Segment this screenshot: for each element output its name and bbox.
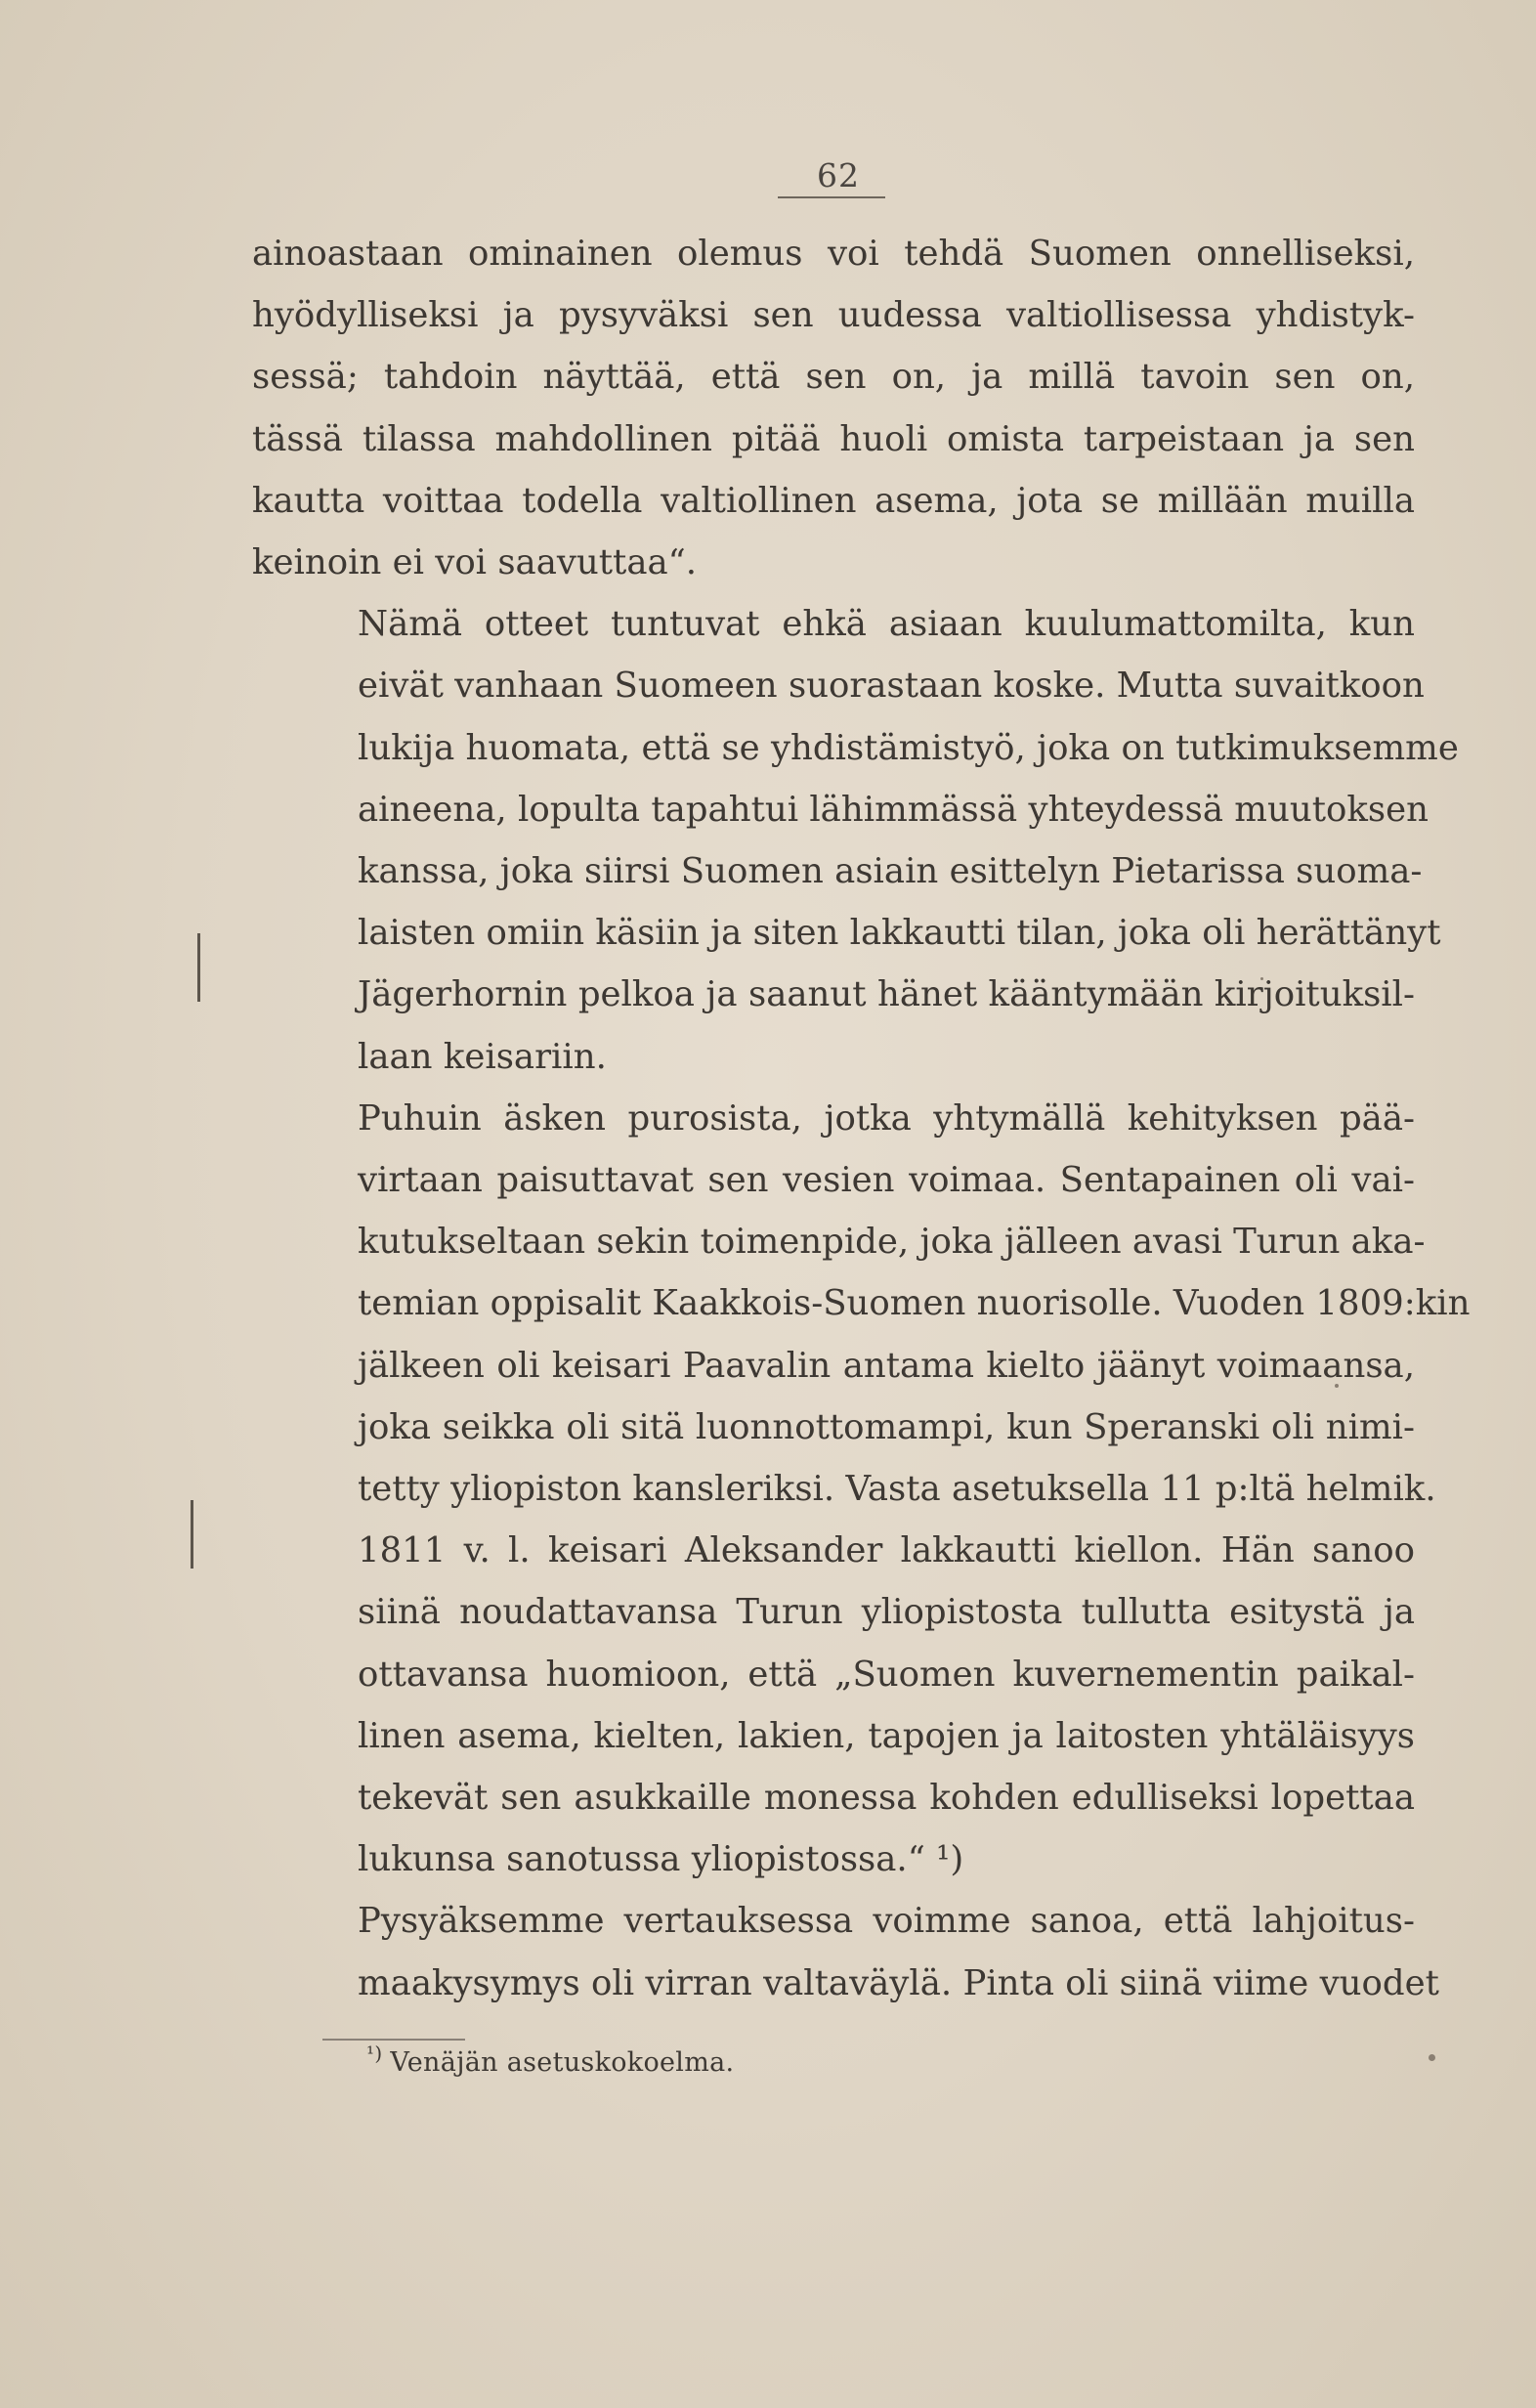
text-line: jälkeen oli keisari Paavalin antama kielto jäänyt voimaansa,: [358, 1345, 1415, 1386]
body-text: [252, 223, 1471, 2014]
text-line: siinä noudattavansa Turun yliopistosta tullutta esitystä ja: [358, 1592, 1415, 1633]
page-number: 62: [817, 156, 860, 194]
text-line: lukunsa sanotussa yliopistossa.“ ¹): [358, 1839, 964, 1880]
text-line: 1811 v. l. keisari Aleksander lakkautti kiellon. Hän sanoo: [358, 1530, 1415, 1571]
text-line: temian oppisalit Kaakkois-Suomen nuorisolle. Vuoden 1809:kin: [358, 1283, 1471, 1324]
text-line: virtaan paisuttavat sen vesien voimaa. Sentapainen oli vai-: [358, 1160, 1415, 1201]
text-line: tekevät sen asukkaille monessa kohden edulliseksi lopettaa: [358, 1778, 1415, 1819]
page-number-rule: [778, 196, 885, 198]
paragraph: [252, 223, 1415, 593]
paper-speck: [1429, 2054, 1435, 2061]
footnote-marker: ¹): [366, 2042, 383, 2065]
margin-mark: [191, 1500, 193, 1569]
margin-mark: [197, 933, 200, 1002]
text-line: ainoastaan ominainen olemus voi tehdä Suomen onnelliseksi,: [252, 234, 1415, 274]
text-line: sessä; tahdoin näyttää, että sen on, ja millä tavoin sen on,: [252, 357, 1415, 398]
text-line: tetty yliopiston kansleriksi. Vasta asetuksella 11 p:ltä helmik.: [358, 1469, 1436, 1510]
text-line: linen asema, kielten, lakien, tapojen ja laitosten yhtäläisyys: [358, 1715, 1415, 1756]
text-line: Pysyäksemme vertauksessa voimme sanoa, että lahjoitus-: [358, 1901, 1415, 1942]
footnote-text: Venäjän asetuskokoelma.: [390, 2047, 735, 2078]
text-line: kautta voittaa todella valtiollinen asema, jota se millään muilla: [252, 480, 1415, 521]
text-line: hyödylliseksi ja pysyväksi sen uudessa valtiollisessa yhdistyk-: [252, 295, 1415, 336]
text-line: kutukseltaan sekin toimenpide, joka jälleen avasi Turun aka-: [358, 1222, 1426, 1263]
text-line: laan keisariin.: [358, 1036, 607, 1077]
text-line: laisten omiin käsiin ja siten lakkautti tilan, joka oli herättänyt: [358, 913, 1441, 954]
text-line: Puhuin äsken purosista, jotka yhtymällä kehityksen pää-: [358, 1097, 1415, 1139]
text-line: keinoin ei voi saavuttaa“.: [252, 542, 698, 583]
paragraph: [252, 1890, 1439, 2013]
text-line: joka seikka oli sitä luonnottomampi, kun Speranski oli nimi-: [358, 1406, 1415, 1447]
text-line: lukija huomata, että se yhdistämistyö, joka on tutkimuksemme: [358, 727, 1459, 768]
text-line: Jägerhornin pelkoa ja saanut hänet kääntymään kirjoituksil-: [358, 974, 1415, 1015]
text-line: kanssa, joka siirsi Suomen asiain esittelyn Pietarissa suoma-: [358, 851, 1423, 892]
text-line: maakysymys oli virran valtaväylä. Pinta oli siinä viime vuodet: [358, 1962, 1439, 2003]
footnote: [366, 2029, 734, 2087]
paragraph: [252, 593, 1459, 1088]
text-line: eivät vanhaan Suomeen suorastaan koske. Mutta suvaitkoon: [358, 666, 1425, 707]
text-line: ottavansa huomioon, että „Suomen kuvernementin paikal-: [358, 1654, 1415, 1695]
text-line: aineena, lopulta tapahtui lähimmässä yhteydessä muutoksen: [358, 789, 1429, 830]
text-line: tässä tilassa mahdollinen pitää huoli omista tarpeistaan ja sen: [252, 418, 1415, 459]
text-line: Nämä otteet tuntuvat ehkä asiaan kuulumattomilta, kun: [358, 604, 1415, 645]
paragraph: [252, 1088, 1471, 1891]
